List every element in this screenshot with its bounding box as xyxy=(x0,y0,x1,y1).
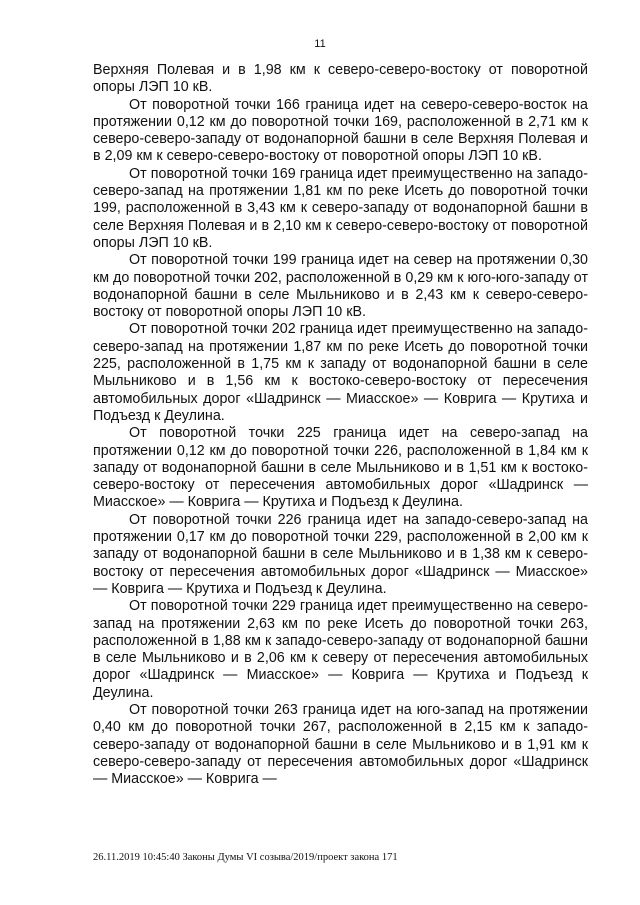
footer-stamp: 26.11.2019 10:45:40 Законы Думы VI созыва/2019/проект закона 171 xyxy=(93,852,398,863)
paragraph: От поворотной точки 199 граница идет на север на протяжении 0,30 км до поворотной точки 202, расположенной в 0,29 км к юго-юго-западу от водонапорной башни в селе Мыльниково и в 2,43 км к северо-северо-востоку от поворотной опоры ЛЭП 10 кВ. xyxy=(93,252,588,321)
paragraph: От поворотной точки 229 граница идет преимущественно на северо-запад на протяжении 2,63 км по реке Исеть до поворотной точки 263, расположенной в 1,88 км к западо-северо-западу от водонапорной башни в селе Мыльниково и в 2,06 км к северу от пересечения автомобильных дорог «Шадринск — Миасское» — Коврига — Крутиха и Подъезд к Деулина. xyxy=(93,598,588,701)
paragraph: От поворотной точки 202 граница идет преимущественно на западо-северо-запад на протяжении 1,87 км по реке Исеть до поворотной точки 225, расположенной в 1,75 км к западу от водонапорной башни в селе Мыльниково и в 1,56 км к востоко-северо-востоку от пересечения автомобильных дорог «Шадринск — Миасское» — Коврига — Крутиха и Подъезд к Деулина. xyxy=(93,321,588,424)
page-number: 11 xyxy=(314,38,326,50)
paragraph: От поворотной точки 263 граница идет на юго-запад на протяжении 0,40 км до поворотной точки 267, расположенной в 2,15 км к западо-северо-западу от водонапорной башни в селе Мыльниково и в 1,91 км к северо-северо-западу от пересечения автомобильных дорог «Шадринск — Миасское» — Коврига — xyxy=(93,701,588,788)
paragraph: От поворотной точки 169 граница идет преимущественно на западо-северо-запад на протяжении 1,81 км по реке Исеть до поворотной точки 199, расположенной в 3,43 км к северо-западу от водонапорной башни в селе Верхняя Полевая и в 2,10 км к северо-северо-востоку от поворотной опоры ЛЭП 10 кВ. xyxy=(93,165,588,251)
paragraph: От поворотной точки 225 граница идет на северо-запад на протяжении 0,12 км до поворотной точки 226, расположенной в 1,84 км к западу от водонапорной башни в селе Мыльниково и в 1,51 км к востоко-северо-востоку от пересечения автомобильных дорог «Шадринск — Миасское» — Коврига — Крутиха и Подъезд к Деулина. xyxy=(93,425,588,511)
paragraph-continuation: Верхняя Полевая и в 1,98 км к северо-северо-востоку от поворотной опоры ЛЭП 10 кВ. xyxy=(93,62,588,96)
paragraph: От поворотной точки 226 граница идет на западо-северо-запад на протяжении 0,17 км до поворотной точки 229, расположенной в 2,00 км к западу от водонапорной башни в селе Мыльниково и в 1,38 км к северо-востоку от пересечения автомобильных дорог «Шадринск — Миасское» — Коврига — Крутиха и Подъезд к Деулина. xyxy=(93,511,588,597)
paragraph: От поворотной точки 166 граница идет на северо-северо-восток на протяжении 0,12 км до поворотной точки 169, расположенной в 2,71 км к северо-северо-западу от водонапорной башни в селе Верхняя Полевая и в 2,09 км к северо-северо-востоку от поворотной опоры ЛЭП 10 кВ. xyxy=(93,96,588,165)
document-body xyxy=(93,62,588,788)
